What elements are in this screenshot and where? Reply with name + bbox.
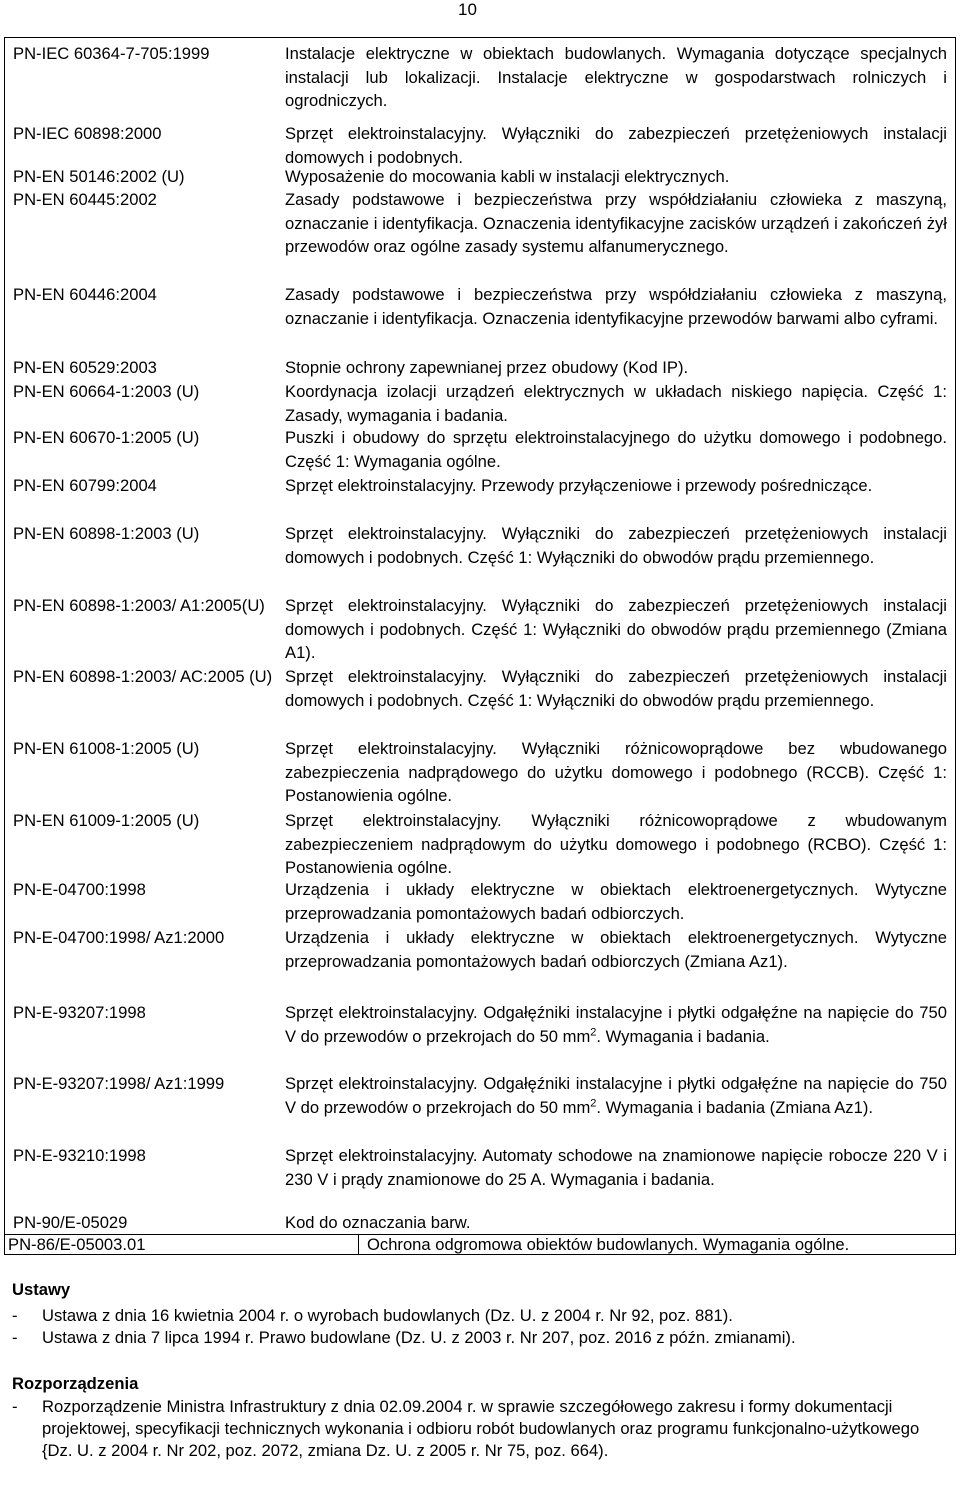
list-marker: - [12, 1306, 18, 1325]
list-item [12, 1327, 937, 1349]
standard-row [5, 356, 947, 380]
standard-code: PN-IEC 60364-7-705:1999 [13, 44, 210, 63]
standard-description: Urządzenia i układy elektryczne w obiektach elektroenergetycznych. Wytyczne przeprowadzania pomontażowych badań odbiorczych. [285, 880, 947, 923]
standard-code: PN-EN 60446:2004 [13, 285, 157, 304]
standard-code: PN-EN 60799:2004 [13, 476, 157, 495]
standard-code: PN-EN 60898-1:2003/ AC:2005 (U) [13, 667, 273, 686]
list-marker: - [12, 1328, 18, 1347]
standard-code: PN-EN 61008-1:2005 (U) [13, 739, 200, 758]
ustawy-heading: Ustawy [12, 1280, 71, 1299]
standard-description: Koordynacja izolacji urządzeń elektrycznych w układach niskiego napięcia. Część 1: Zasady, wymagania i badania. [285, 382, 947, 425]
standard-description: Sprzęt elektroinstalacyjny. Wyłączniki do zabezpieczeń przetężeniowych instalacji domowych i podobnych. Część 1: Wyłączniki do obwodów prądu przemiennego (Zmiana A1). [285, 596, 947, 662]
standard-row [5, 737, 947, 808]
rozporzadzenia-heading: Rozporządzenia [12, 1374, 139, 1393]
standard-code: PN-E-04700:1998 [13, 880, 146, 899]
description-text: Sprzęt elektroinstalacyjny. Odgałęźniki instalacyjne i płytki odgałęźne na napięcie do 750 V do przewodów o przekrojach do 50 mm [285, 1003, 947, 1046]
list-marker: - [12, 1397, 18, 1416]
standard-code: PN-EN 50146:2002 (U) [13, 167, 185, 186]
list-item-text: Ustawa z dnia 16 kwietnia 2004 r. o wyrobach budowlanych (Dz. U. z 2004 r. Nr 92, poz. 881). [42, 1306, 733, 1325]
standard-description: Ochrona odgromowa obiektów budowlanych. Wymagania ogólne. [358, 1235, 849, 1255]
standard-row [5, 165, 947, 189]
standard-description: Zasady podstawowe i bezpieczeństwa przy współdziałaniu człowieka z maszyną, oznaczanie i identyfikacja. Oznaczenia identyfikacyjne zacisków urządzeń i zakończeń żył przewodów oraz ogólne zasady systemu alfanumerycznego. [285, 190, 947, 256]
standard-description: Wyposażenie do mocowania kabli w instalacji elektrycznych. [285, 167, 730, 186]
standard-description: Sprzęt elektroinstalacyjny. Wyłączniki do zabezpieczeń przetężeniowych instalacji domowych i podobnych. Część 1: Wyłączniki do obwodów prądu przemiennego. [285, 667, 947, 710]
description-text: Sprzęt elektroinstalacyjny. Odgałęźniki instalacyjne i płytki odgałęźne na napięcie do 750 V do przewodów o przekrojach do 50 mm [285, 1074, 947, 1117]
standard-description: Puszki i obudowy do sprzętu elektroinstalacyjnego do użytku domowego i podobnego. Część 1: Wymagania ogólne. [285, 428, 947, 471]
standard-row [5, 188, 947, 259]
standard-code: PN-IEC 60898:2000 [13, 124, 162, 143]
standard-description: Kod do oznaczania barw. [285, 1213, 471, 1232]
standard-row [5, 474, 947, 498]
description-text: . Wymagania i badania (Zmiana Az1). [596, 1097, 873, 1117]
standard-row [5, 283, 947, 330]
standard-row [5, 522, 947, 569]
standard-row [5, 1072, 947, 1119]
ustawy-list [12, 1305, 937, 1349]
standard-row [5, 380, 947, 427]
superscript: 2 [590, 1025, 597, 1038]
standard-code: PN-EN 60898-1:2003/ A1:2005(U) [13, 596, 265, 615]
standard-row [5, 42, 947, 113]
standard-code: PN-EN 60445:2002 [13, 190, 157, 209]
standard-row [5, 594, 947, 665]
standard-description: Sprzęt elektroinstalacyjny. Automaty schodowe na znamionowe napięcie robocze 220 V i 230 V i prądy znamionowe do 25 A. Wymagania i badania. [285, 1146, 947, 1189]
standard-description: Sprzęt elektroinstalacyjny. Wyłączniki do zabezpieczeń przetężeniowych instalacji domowych i podobnych. Część 1: Wyłączniki do obwodów prądu przemiennego. [285, 524, 947, 567]
standard-description [285, 1001, 947, 1048]
standard-description: Sprzęt elektroinstalacyjny. Wyłączniki różnicowoprądowe bez wbudowanego zabezpieczenia nadprądowego do użytku domowego i podobnego (RCCB). Część 1: Postanowienia ogólne. [285, 739, 947, 805]
standards-table [4, 37, 956, 1255]
standard-code: PN-EN 61009-1:2005 (U) [13, 811, 200, 830]
standard-row [5, 1001, 947, 1048]
standard-description: Stopnie ochrony zapewnianej przez obudowy (Kod IP). [285, 358, 689, 377]
description-text: . Wymagania i badania. [596, 1026, 770, 1046]
standard-row [5, 1211, 947, 1235]
standard-code: PN-E-04700:1998/ Az1:2000 [13, 928, 225, 947]
standard-description: Sprzęt elektroinstalacyjny. Wyłączniki różnicowoprądowe z wbudowanym zabezpieczeniem nadprądowym do użytku domowego i podobnego (RCBO). Część 1: Postanowienia ogólne. [285, 811, 947, 877]
rozporzadzenia-list [12, 1396, 937, 1462]
standard-code: PN-EN 60664-1:2003 (U) [13, 382, 200, 401]
standard-code: PN-90/E-05029 [13, 1213, 128, 1232]
standard-description: Zasady podstawowe i bezpieczeństwa przy współdziałaniu człowieka z maszyną, oznaczanie i identyfikacja. Oznaczenia identyfikacyjne przewodów barwami albo cyframi. [285, 285, 947, 328]
standard-code: PN-EN 60670-1:2005 (U) [13, 428, 200, 447]
standard-description: Instalacje elektryczne w obiektach budowlanych. Wymagania dotyczące specjalnych instalacji lub lokalizacji. Instalacje elektryczne w gospodarstwach rolniczych i ogrodniczych. [285, 44, 947, 110]
standard-description: Sprzęt elektroinstalacyjny. Przewody przyłączeniowe i przewody pośredniczące. [285, 476, 873, 495]
standard-code: PN-E-93207:1998 [13, 1003, 146, 1022]
superscript: 2 [590, 1096, 597, 1109]
standards-last-row [4, 1234, 956, 1255]
standard-code: PN-EN 60898-1:2003 (U) [13, 524, 200, 543]
list-item-text: Ustawa z dnia 7 lipca 1994 r. Prawo budowlane (Dz. U. z 2003 r. Nr 207, poz. 2016 z późn. zmianami). [42, 1328, 796, 1347]
standard-code: PN-EN 60529:2003 [13, 358, 157, 377]
standard-row [5, 122, 947, 169]
list-item [12, 1396, 937, 1462]
standard-code: PN-86/E-05003.01 [8, 1235, 146, 1254]
standard-row [5, 809, 947, 880]
standard-code: PN-E-93207:1998/ Az1:1999 [13, 1074, 225, 1093]
standard-row [5, 1144, 947, 1191]
list-item [12, 1305, 937, 1327]
standard-row [5, 926, 947, 973]
standard-description: Urządzenia i układy elektryczne w obiektach elektroenergetycznych. Wytyczne przeprowadzania pomontażowych badań odbiorczych (Zmiana Az1). [285, 928, 947, 971]
standard-description: Sprzęt elektroinstalacyjny. Wyłączniki do zabezpieczeń przetężeniowych instalacji domowych i podobnych. [285, 124, 947, 167]
standard-row [5, 878, 947, 925]
standard-code: PN-E-93210:1998 [13, 1146, 146, 1165]
standard-description [285, 1072, 947, 1119]
standard-row [5, 426, 947, 473]
list-item-text: Rozporządzenie Ministra Infrastruktury z dnia 02.09.2004 r. w sprawie szczegółowego zakresu i formy dokumentacji projektowej, specyfikacji technicznych wykonania i odbioru robót budowlanych oraz programu funkcjonalno-użytkowego {Dz. U. z 2004 r. Nr 202, poz. 2072, zmiana Dz. U. z 2005 r. Nr 75, poz. 664). [42, 1397, 920, 1460]
page-number: 10 [458, 0, 477, 19]
standard-row [5, 665, 947, 712]
